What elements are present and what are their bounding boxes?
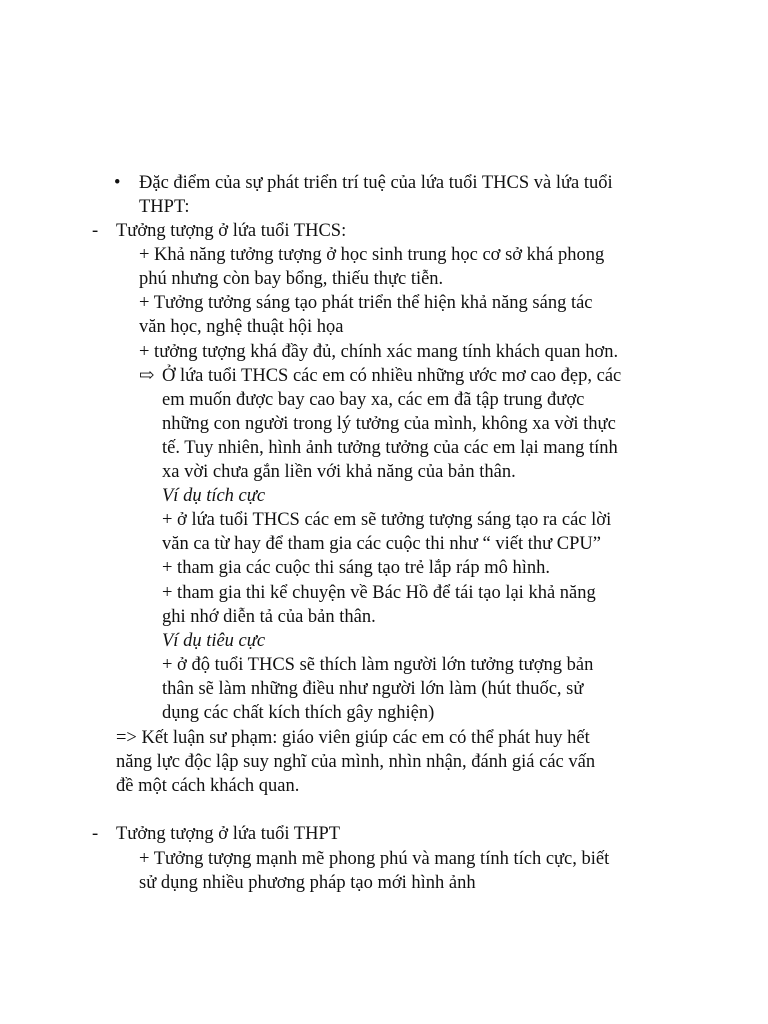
positive-item-1-line-2: văn ca từ hay để tham gia các cuộc thi như “ viết thư CPU” xyxy=(162,534,601,554)
dash-marker: - xyxy=(92,824,99,844)
bullet-marker: • xyxy=(114,173,121,193)
negative-example-label: Ví dụ tiêu cực xyxy=(162,631,266,651)
arrow-line-1: Ở lứa tuổi THCS các em có nhiều những ước mơ cao đẹp, các xyxy=(162,366,622,386)
thcs-title: Tưởng tượng ở lứa tuổi THCS: xyxy=(116,221,347,241)
thcs-point-3-line-1: + tưởng tượng khá đầy đủ, chính xác mang tính khách quan hơn. xyxy=(139,342,619,362)
thcs-point-1-line-1: + Khả năng tưởng tượng ở học sinh trung học cơ sở khá phong xyxy=(139,245,605,265)
negative-item-1-line-1: + ở độ tuổi THCS sẽ thích làm người lớn tưởng tượng bản xyxy=(162,655,594,675)
dash-marker: - xyxy=(92,221,99,241)
arrow-line-5: xa vời chưa gắn liền với khả năng của bản thân. xyxy=(162,462,516,482)
conclusion-line-3: đề một cách khách quan. xyxy=(116,776,300,796)
positive-item-3-line-1: + tham gia thi kể chuyện về Bác Hồ để tái tạo lại khả năng xyxy=(162,583,596,603)
positive-example-label: Ví dụ tích cực xyxy=(162,486,266,506)
conclusion-line-2: năng lực độc lập suy nghĩ của mình, nhìn nhận, đánh giá các vấn xyxy=(116,752,596,772)
thcs-point-2-line-1: + Tưởng tưởng sáng tạo phát triển thể hiện khả năng sáng tác xyxy=(139,293,593,313)
positive-item-2-line-1: + tham gia các cuộc thi sáng tạo trẻ lắp ráp mô hình. xyxy=(162,558,551,578)
thcs-point-1-line-2: phú nhưng còn bay bổng, thiếu thực tiễn. xyxy=(139,269,444,289)
arrow-icon: ⇨ xyxy=(139,366,155,386)
positive-item-1-line-1: + ở lứa tuổi THCS các em sẽ tưởng tượng sáng tạo ra các lời xyxy=(162,510,612,530)
thpt-point-1-line-2: sử dụng nhiều phương pháp tạo mới hình ảnh xyxy=(139,873,476,893)
thpt-point-1-line-1: + Tưởng tượng mạnh mẽ phong phú và mang tính tích cực, biết xyxy=(139,849,610,869)
negative-item-1-line-3: dụng các chất kích thích gây nghiện) xyxy=(162,703,435,723)
heading-line-1: Đặc điểm của sự phát triển trí tuệ của lứa tuổi THCS và lứa tuổi xyxy=(139,173,613,193)
conclusion-line-1: => Kết luận sư phạm: giáo viên giúp các em có thể phát huy hết xyxy=(116,728,590,748)
positive-item-3-line-2: ghi nhớ diễn tả của bản thân. xyxy=(162,607,376,627)
arrow-line-2: em muốn được bay cao bay xa, các em đã tập trung được xyxy=(162,390,585,410)
negative-item-1-line-2: thân sẽ làm những điều như người lớn làm (hút thuốc, sử xyxy=(162,679,584,699)
arrow-line-4: tế. Tuy nhiên, hình ảnh tưởng tưởng của các em lại mang tính xyxy=(162,438,618,458)
thpt-title: Tưởng tượng ở lứa tuổi THPT xyxy=(116,824,341,844)
thcs-point-2-line-2: văn học, nghệ thuật hội họa xyxy=(139,317,344,337)
heading-line-2: THPT: xyxy=(139,197,190,217)
arrow-line-3: những con người trong lý tưởng của mình, không xa vời thực xyxy=(162,414,616,434)
